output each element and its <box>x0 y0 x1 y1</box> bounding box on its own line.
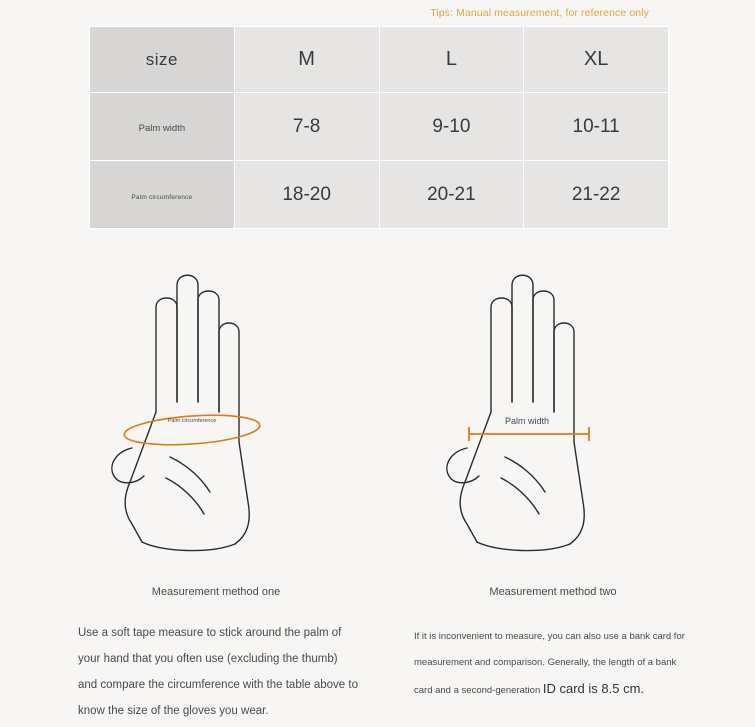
row-label-palm-circumference: Palm circumference <box>90 161 235 229</box>
hand-diagram-circumference <box>70 252 370 572</box>
hand-outline-icon <box>405 252 705 572</box>
caption-method-two: Measurement method two <box>489 586 617 598</box>
cell-palm-circumference-m: 18-20 <box>234 161 379 229</box>
tips-text: Tips: Manual measurement, for reference only <box>430 7 649 19</box>
table-row <box>90 93 669 161</box>
description-method-two <box>414 624 686 704</box>
palm-width-marker <box>469 427 589 441</box>
table-header-xl: XL <box>524 27 669 93</box>
table-header-m: M <box>234 27 379 93</box>
description-method-two-big: ID card is 8.5 cm. <box>542 681 645 696</box>
table-row <box>90 27 669 93</box>
table-row <box>90 161 669 229</box>
cell-palm-width-l: 9-10 <box>379 93 524 161</box>
annotation-palm-circumference: Palm circumference <box>167 418 217 424</box>
annotation-palm-width: Palm width <box>504 416 550 426</box>
hand-diagram-width <box>405 252 705 572</box>
hand-outline-icon <box>70 252 370 572</box>
cell-palm-width-xl: 10-11 <box>524 93 669 161</box>
caption-method-one: Measurement method one <box>151 586 281 598</box>
cell-palm-circumference-l: 20-21 <box>379 161 524 229</box>
description-method-one: Use a soft tape measure to stick around the palm of your hand that you often use (excluding the thumb) and compare the circumference with the table above to know the size of the gloves you wear. <box>78 627 358 717</box>
row-label-palm-width: Palm width <box>90 93 235 161</box>
table-header-size: size <box>90 27 235 93</box>
size-table <box>89 26 669 229</box>
cell-palm-width-m: 7-8 <box>234 93 379 161</box>
palm-circumference-marker <box>123 411 261 448</box>
table-header-l: L <box>379 27 524 93</box>
cell-palm-circumference-xl: 21-22 <box>524 161 669 229</box>
hand-diagrams <box>0 252 755 572</box>
description-method-two-small: If it is inconvenient to measure, you can also use a bank card for measurement and comparison. Generally, the length of a bank card and a second-generation <box>414 631 685 696</box>
